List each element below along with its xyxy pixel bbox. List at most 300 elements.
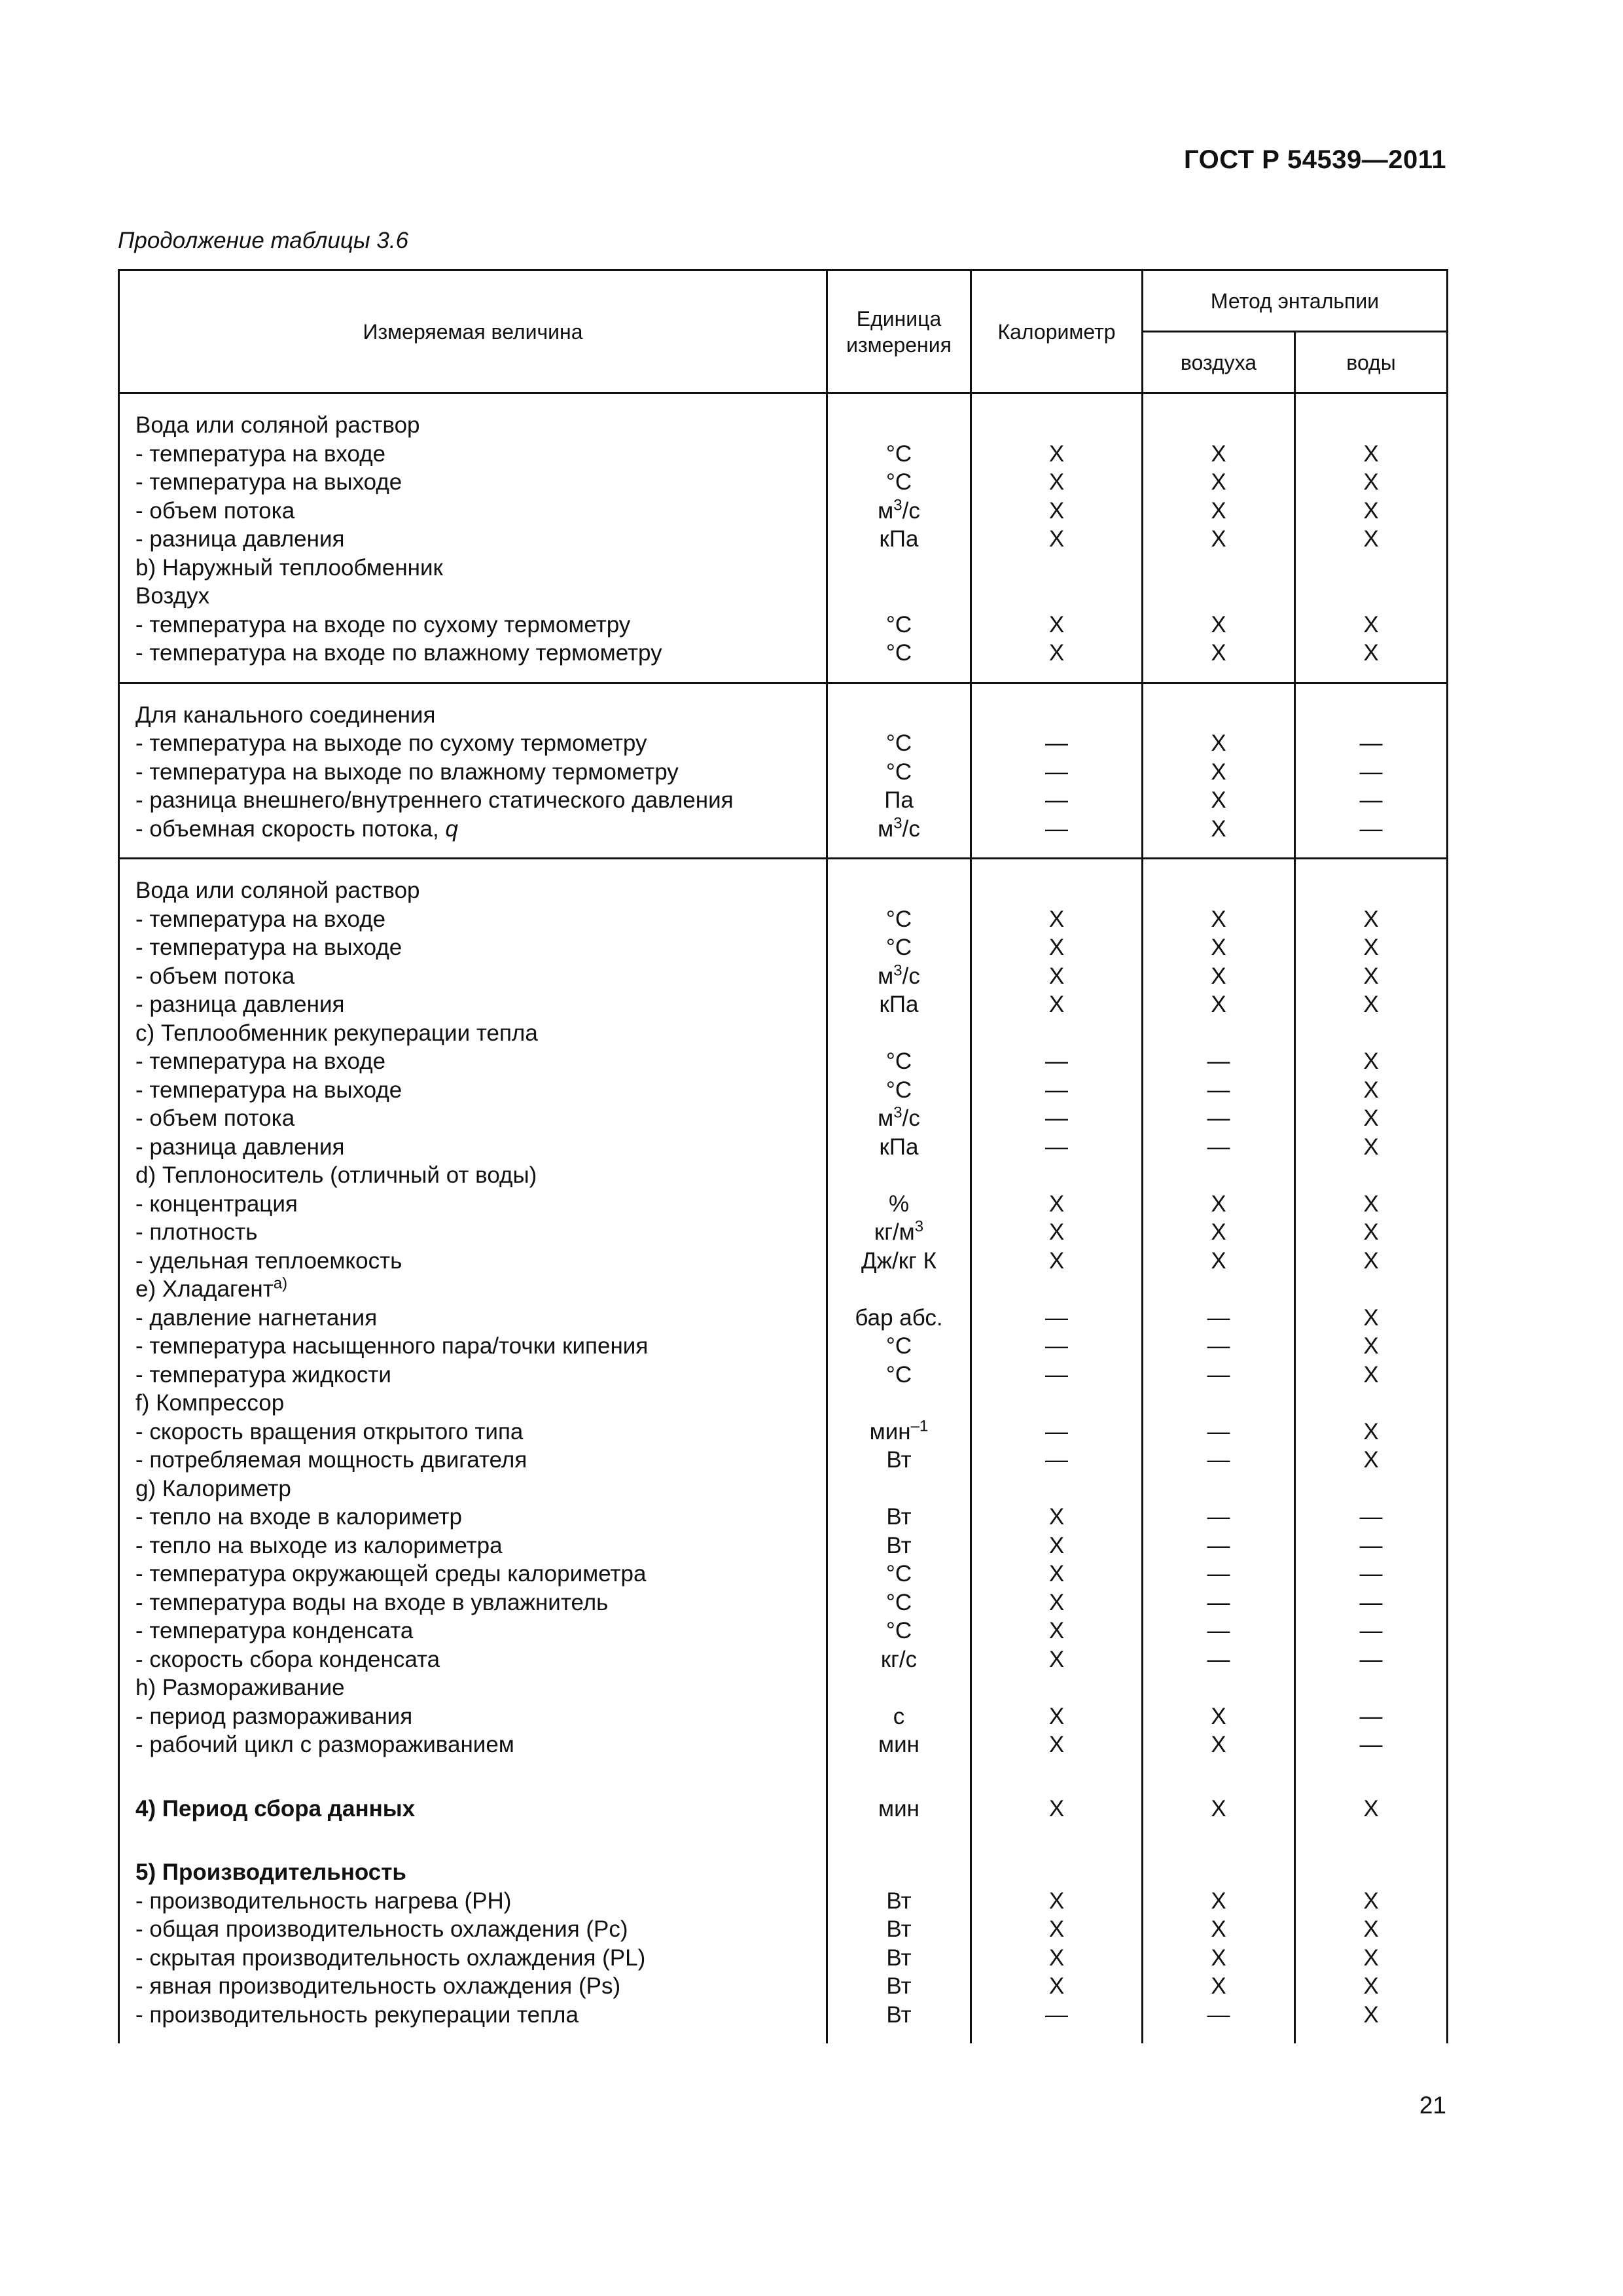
row-line [1296,990,1446,1019]
row-label: - разница давления [135,992,345,1017]
unit-text: °С [885,1618,912,1643]
row-line [972,1475,1141,1503]
row-line [1143,1674,1294,1702]
mark-value: X [1048,497,1065,524]
row-line [1143,468,1294,497]
row-line [972,1104,1141,1133]
row-line [120,905,826,934]
row-line [1143,1475,1294,1503]
row-line [1296,1275,1446,1304]
row-line [972,554,1141,583]
row-line [828,1532,970,1560]
row-line [1143,1944,1294,1973]
mark-value: X [1211,1973,1226,1999]
row-line [1296,1389,1446,1418]
row-line [828,1944,970,1973]
mark-value: — [1045,2001,1068,2028]
row-label: 4) Период сбора данных [135,1795,416,1821]
row-label: b) Наружный теплообменник [135,554,443,581]
row-line [120,2001,826,2030]
row-line [120,1674,826,1702]
unit-text: Вт [886,1447,912,1473]
row-line [972,1446,1141,1475]
row-line [120,497,826,526]
row-line [1143,933,1294,962]
mark-value: — [1359,1703,1383,1729]
row-label: - концентрация [135,1191,298,1217]
row-line [828,1915,970,1944]
row-line [1296,1446,1446,1475]
unit-text: кг/м [874,1219,915,1245]
unit-text: мин [869,1418,911,1444]
row-line [972,440,1141,469]
row-line [1296,1475,1446,1503]
row-line [120,1617,826,1645]
mark-value: X [1363,1247,1379,1274]
mark-value: X [1211,611,1226,637]
row-line [1296,1588,1446,1617]
quantity-cell [119,683,827,859]
mark-value: — [1207,1105,1230,1131]
row-line [972,1019,1141,1048]
table-row-group [119,859,1448,2044]
row-line [1143,1731,1294,1759]
mark-value: X [1363,1077,1379,1103]
mark-value: X [1363,1333,1379,1359]
mark-value: X [1048,1589,1065,1615]
row-label: - температура на входе [135,1049,386,1074]
row-line [972,1418,1141,1446]
row-line [120,1795,826,1823]
row-line [120,1446,826,1475]
row-line [120,701,826,730]
mark-value: X [1211,1732,1226,1757]
row-label: Вода или соляной раствор [135,878,420,903]
row-label: - потребляемая мощность двигателя [135,1447,527,1473]
mark-value: X [1048,1973,1065,1999]
unit-text: °С [885,469,912,495]
row-line [120,729,826,758]
mark-value: X [1048,611,1065,637]
row-line [1143,1617,1294,1645]
mark-value: X [1048,935,1065,960]
row-line [828,468,970,497]
row-line [1143,497,1294,526]
row-line [120,411,826,440]
row-label: - температура на входе по сухому термометру [135,611,631,637]
row-line [828,1588,970,1617]
row-line [972,1795,1141,1823]
row-line [828,933,970,962]
row-line [972,1887,1141,1916]
row-line [120,1972,826,2001]
row-line [972,1532,1141,1560]
mark-value: X [1363,1888,1379,1914]
row-line [828,411,970,440]
air-cell [1143,393,1295,683]
row-line [1296,1304,1446,1333]
row-line [972,876,1141,905]
row-label: f) Компрессор [135,1390,285,1416]
header-quantity: Измеряемая величина [119,270,827,393]
mark-value: X [1363,906,1379,932]
row-label: - скрытая производительность охлаждения (PL) [135,1945,646,1971]
row-line [1296,876,1446,905]
mark-value: — [1045,787,1068,813]
header-air: воздуха [1143,332,1295,393]
mark-value: X [1363,1795,1379,1821]
mark-value: X [1211,469,1226,495]
row-line [828,440,970,469]
mark-value: — [1359,1504,1383,1530]
mark-value: X [1048,1561,1065,1587]
row-line [120,468,826,497]
row-line [1296,1190,1446,1219]
row-label: - рабочий цикл с размораживанием [135,1732,514,1757]
unit-exponent: 3 [914,1218,924,1236]
row-label: - удельная теплоемкость [135,1247,402,1274]
cell-lines [972,859,1141,2043]
row-line [1296,1076,1446,1105]
row-line [1143,1972,1294,2001]
cell-lines [120,859,826,2043]
row-label: - температура на выходе по сухому термометру [135,730,647,756]
mark-value: — [1359,816,1383,842]
row-line [1143,1190,1294,1219]
mark-value: — [1359,1561,1383,1587]
unit-suffix: /с [902,497,920,524]
row-line [828,1560,970,1588]
row-line [120,440,826,469]
cell-lines [1296,394,1446,682]
row-line [120,554,826,583]
mark-value: — [1359,730,1383,756]
row-gap [1143,1759,1294,1795]
row-line [120,1702,826,1731]
row-line [828,1218,970,1247]
row-line [1143,1389,1294,1418]
row-label: g) Калориметр [135,1475,291,1501]
mark-value: — [1045,1447,1068,1473]
mark-value: X [1363,497,1379,524]
row-line [828,1076,970,1105]
unit-text: кПа [879,992,919,1017]
row-line [972,1560,1141,1588]
row-line [120,1731,826,1759]
row-line [1296,1702,1446,1731]
row-label: - разница давления [135,1134,345,1160]
row-label: - температура жидкости [135,1361,391,1388]
row-line [1143,1560,1294,1588]
mark-value: — [1207,1618,1230,1643]
row-line [120,1247,826,1276]
row-line [1296,1532,1446,1560]
row-gap [120,1823,826,1858]
row-line [120,1218,826,1247]
mark-value: X [1048,1795,1065,1821]
row-line [120,1304,826,1333]
row-line [120,1418,826,1446]
row-line [1296,815,1446,844]
row-label: - температура насыщенного пара/точки кипения [135,1333,649,1359]
mark-value: — [1207,1418,1230,1444]
row-line [972,1161,1141,1190]
row-line [1143,1133,1294,1162]
row-line [828,962,970,991]
row-label: - температура на выходе [135,469,402,495]
row-line [1296,1218,1446,1247]
row-line [1296,497,1446,526]
row-line [972,1361,1141,1390]
mark-value: X [1048,1504,1065,1530]
row-gap [828,1823,970,1858]
row-line [972,468,1141,497]
mark-value: X [1211,1703,1226,1729]
row-label: - объем потока [135,497,295,524]
row-line [120,1190,826,1219]
row-line [120,1019,826,1048]
standard-code: ГОСТ Р 54539—2011 [1184,145,1446,174]
row-line [828,1104,970,1133]
row-line [1296,1133,1446,1162]
row-line [828,815,970,844]
mark-value: — [1359,1618,1383,1643]
mark-value: — [1045,1304,1068,1331]
row-line [828,876,970,905]
mark-value: X [1363,963,1379,989]
row-line [1143,758,1294,787]
row-line [828,1858,970,1887]
row-line [1143,1795,1294,1823]
row-line [120,1332,826,1361]
unit-text: °С [885,611,912,637]
row-gap [972,1823,1141,1858]
mark-value: X [1363,1134,1379,1160]
row-line [1143,1446,1294,1475]
air-cell [1143,683,1295,859]
row-line [120,815,826,844]
cell-lines [1143,684,1294,858]
table-caption: Продолжение таблицы 3.6 [118,228,409,253]
table-body [119,393,1448,2044]
row-line [1296,701,1446,730]
row-line [1143,639,1294,668]
row-label: - тепло на выходе из калориметра [135,1532,503,1558]
row-line [972,786,1141,815]
row-line [972,1332,1141,1361]
row-line [1143,1275,1294,1304]
row-line [120,639,826,668]
row-label: - тепло на входе в калориметр [135,1504,462,1530]
row-line [1143,1503,1294,1532]
mark-value: — [1207,1304,1230,1331]
row-line [120,990,826,1019]
row-line [828,701,970,730]
mark-value: — [1359,1532,1383,1558]
row-line [972,1731,1141,1759]
mark-value: X [1211,526,1226,552]
row-line [1296,1944,1446,1973]
mark-value: X [1048,440,1065,467]
row-line [120,1389,826,1418]
row-line [972,1588,1141,1617]
mark-value: X [1363,1447,1379,1473]
unit-text: °С [885,1561,912,1587]
row-line [972,497,1141,526]
row-line [972,2001,1141,2030]
row-line [828,729,970,758]
row-line [1296,1617,1446,1645]
row-line [1143,1019,1294,1048]
row-line [120,525,826,554]
mark-value: X [1048,1646,1065,1672]
mark-value: X [1363,1945,1379,1971]
row-line [972,1047,1141,1076]
row-line [1296,1161,1446,1190]
cell-lines [120,684,826,858]
mark-value: X [1363,1049,1379,1074]
row-label: с) Теплообменник рекуперации тепла [135,1020,538,1046]
row-line [972,582,1141,611]
row-line [972,815,1141,844]
row-line [972,990,1141,1019]
water-cell [1295,859,1448,2044]
row-line [1143,1702,1294,1731]
unit-text: Вт [886,2001,912,2028]
cell-lines [120,394,826,682]
row-line [1296,1418,1446,1446]
cell-lines [1296,859,1446,2043]
unit-text: мин [878,1732,919,1757]
unit-text: Вт [886,1504,912,1530]
mark-value: — [1207,1589,1230,1615]
row-line [828,1731,970,1759]
unit-text: °С [885,1049,912,1074]
row-line [972,933,1141,962]
mark-value: — [1045,759,1068,785]
row-label: - производительность рекуперации тепла [135,2001,579,2028]
row-line [1296,2001,1446,2030]
row-line [120,1532,826,1560]
row-line [1296,1915,1446,1944]
row-line [1296,440,1446,469]
cell-lines [828,859,970,2043]
row-label: Воздух [135,583,210,609]
mark-value: X [1211,1888,1226,1914]
mark-value: X [1211,992,1226,1017]
header-enthalpy-method: Метод энтальпии [1143,270,1448,332]
unit-exponent: 3 [893,496,902,514]
row-line [1143,729,1294,758]
mark-value: X [1211,1795,1226,1821]
row-line [1296,468,1446,497]
mark-value: X [1363,1973,1379,1999]
mark-value: X [1211,730,1226,756]
row-gap [1296,1823,1446,1858]
row-line [828,1503,970,1532]
row-line [1296,1731,1446,1759]
row-line [120,1047,826,1076]
mark-value: X [1363,1219,1379,1245]
row-line [828,990,970,1019]
row-line [1143,1161,1294,1190]
mark-value: X [1363,640,1379,666]
row-label: h) Размораживание [135,1675,345,1700]
row-line [1143,1645,1294,1674]
row-line [972,1275,1141,1304]
measurements-table [118,269,1448,2043]
mark-value: — [1045,1049,1068,1074]
row-gap [120,1759,826,1795]
row-line [1296,758,1446,787]
mark-value: X [1211,787,1226,813]
row-line [828,905,970,934]
mark-value: — [1207,2001,1230,2028]
row-line [1143,1304,1294,1333]
row-line [828,639,970,668]
row-line [1143,990,1294,1019]
row-line [972,1247,1141,1276]
mark-value: X [1048,1191,1065,1217]
unit-text: °С [885,440,912,467]
row-label: d) Теплоноситель (отличный от воды) [135,1162,537,1188]
mark-value: — [1045,1105,1068,1131]
cell-lines [1296,684,1446,858]
row-line [120,582,826,611]
row-line [828,758,970,787]
row-label: - температура на выходе [135,935,402,960]
row-line [1143,1047,1294,1076]
mark-value: X [1048,1532,1065,1558]
unit-text: °С [885,1589,912,1615]
row-line [972,1617,1141,1645]
row-line [1143,440,1294,469]
row-line [1143,905,1294,934]
unit-text: Па [884,787,914,813]
mark-value: X [1211,963,1226,989]
cell-lines [828,394,970,682]
row-line [828,1047,970,1076]
row-label: - объем потока [135,963,295,989]
mark-value: X [1048,992,1065,1017]
row-label: 5) Производительность [135,1859,406,1885]
mark-value: X [1048,469,1065,495]
row-label: Вода или соляной раствор [135,412,420,438]
row-line [972,701,1141,730]
mark-value: X [1048,1732,1065,1757]
row-line [972,1915,1141,1944]
mark-value: X [1211,440,1226,467]
row-line [972,962,1141,991]
row-line [828,1674,970,1702]
mark-value: X [1363,469,1379,495]
row-line [828,1019,970,1048]
row-label: - разница внешнего/внутреннего статического давления [135,787,734,813]
mark-value: X [1048,1247,1065,1274]
unit-text: кг/с [880,1646,918,1672]
mark-value: X [1363,1191,1379,1217]
row-line [1296,1247,1446,1276]
row-line [972,1645,1141,1674]
row-line [1143,1887,1294,1916]
table-row-group [119,393,1448,683]
cell-lines [972,394,1141,682]
mark-value: X [1363,1304,1379,1331]
row-label: - температура на выходе по влажному термометру [135,759,679,785]
cell-lines [1143,394,1294,682]
unit-cell [827,393,971,683]
cell-lines [972,684,1141,858]
